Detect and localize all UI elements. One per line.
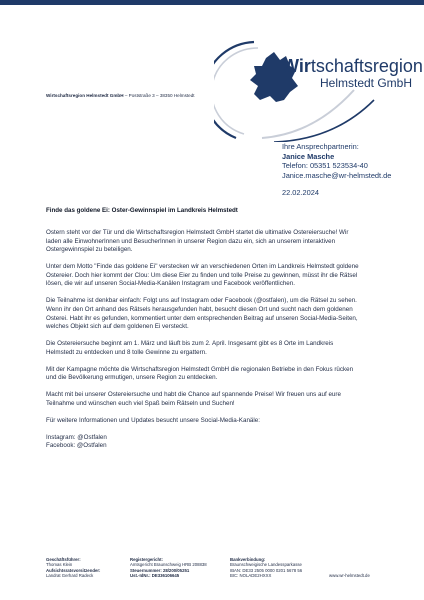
- contact-label: Ihre Ansprechpartnerin:: [282, 142, 359, 151]
- contact-name: Janice Masche: [282, 151, 335, 161]
- footer-line: Thomas Klein: [46, 562, 73, 568]
- body-line: Ostern steht vor der Tür und die Wirtschaftsregion Helmstedt GmbH startet die ultimative Ostereiersuche! Wir: [46, 229, 349, 236]
- footer-line: Braunschweigische Landessparkasse: [230, 562, 302, 568]
- instagram-handle[interactable]: Instagram: @Ostfalen: [46, 433, 107, 441]
- footer-management: [46, 557, 100, 579]
- body-line: Macht mit bei unserer Ostereiersuche und habt die Chance auf spannende Preise! Wir freuen uns auf eure: [46, 391, 341, 399]
- body-line: Helmstedt zu entdecken und 8 tolle Gewinne zu ergattern.: [46, 348, 207, 356]
- letter-date: 22.02.2024: [282, 188, 319, 198]
- body-line: Teilnahme und wünschen euch viel Spaß beim Rätseln und Suchen!: [46, 399, 235, 407]
- facebook-handle[interactable]: Facebook: @Ostfalen: [46, 442, 107, 450]
- body-line: Ostergewinnspiel zu beteiligen.: [46, 246, 133, 254]
- body-line: Mit der Kampagne möchte die Wirtschaftsregion Helmstedt GmbH die regionalen Betriebe in den Fokus rücken: [46, 365, 354, 373]
- footer-heading: Geschäftsführer:: [46, 557, 81, 562]
- logo-swoosh-dark: [274, 100, 374, 142]
- body-paragraph: [46, 340, 402, 357]
- sender-address-line: [46, 93, 195, 98]
- header-accent-bar: [0, 0, 424, 5]
- footer-website[interactable]: www.wr-helmstedt.de: [329, 573, 370, 578]
- body-paragraph: [46, 391, 402, 408]
- body-paragraph: [46, 417, 402, 426]
- footer-heading: Aufsichtsratsvorsitzender:: [46, 567, 101, 573]
- logo-subtitle: Helmstedt GmbH: [320, 76, 413, 90]
- footer-bic: BIC: NOLADE2HXXX: [230, 573, 272, 579]
- body-line: Für weitere Informationen und Updates besucht unsere Social-Media-Kanäle:: [46, 416, 261, 424]
- body-paragraph: [46, 366, 402, 383]
- body-line: Die Ostereiersuche beginnt am 1. März und läuft bis zum 2. April. Insgesamt gibt es 8 Orte im Landkreis: [46, 340, 334, 348]
- body-line: lösen, die wir auf unseren Social-Media-Kanälen Instagram und Facebook veröffentlichen.: [46, 280, 295, 288]
- letter-body: [46, 229, 402, 459]
- company-logo: [214, 30, 424, 142]
- footer-tax-number: Steuernummer: 28/200/05251: [130, 567, 190, 573]
- footer-line: Amtsgericht Braunschweig HRB 208838: [130, 562, 207, 568]
- contact-block: [282, 142, 391, 198]
- body-line: Die Teilnahme ist denkbar einfach: Folgt uns auf Instagram oder Facebook (@ostfalen), um die Rätsel zu sehen.: [46, 297, 357, 305]
- body-line: Wenn ihr den Ort anhand des Rätsels herausgefunden habt, besucht diesen Ort und sucht nach dem goldenen: [46, 305, 353, 313]
- body-line: Ostereier. Doch hier kommt der Clou: Um diese Eier zu finden und tolle Preise zu gewinnen, müsst ihr die Rätsel: [46, 271, 358, 279]
- body-line: laden alle EinwohnerInnen und BesucherInnen in unserer Region dazu ein, sich an unserem interaktiven: [46, 237, 336, 245]
- body-line: Unter dem Motto "Finde das goldene Ei" verstecken wir an verschiedenen Orten im Landkreis Helmstedt goldene: [46, 263, 359, 271]
- body-paragraph: [46, 263, 402, 289]
- footer-line: Landrat Gerhard Radeck: [46, 573, 94, 579]
- letter-subject: Finde das goldene Ei: Oster-Gewinnspiel im Landkreis Helmstedt: [46, 207, 238, 214]
- body-paragraph: [46, 297, 402, 331]
- sender-address: – Poststraße 3 – 38350 Helmstedt: [123, 93, 195, 98]
- logo-ring-outer: [214, 42, 254, 138]
- footer-vat-id: Ust.-IdNr.: DE336106645: [130, 573, 180, 579]
- footer-bank: [230, 557, 302, 579]
- contact-phone: Telefon: 05351 523534-40: [282, 161, 368, 171]
- footer-register: [130, 557, 207, 579]
- social-handles: [46, 434, 402, 451]
- footer-heading: Registergericht:: [130, 557, 163, 562]
- logo-title: Wirtschaftsregion: [282, 56, 423, 76]
- body-line: Osterei. Habt ihr es gefunden, kommentiert unter dem entsprechenden Beitrag auf unseren Social-Media-Seiten,: [46, 314, 358, 322]
- body-paragraph: [46, 229, 402, 255]
- contact-email[interactable]: Janice.masche@wr-helmstedt.de: [282, 170, 392, 180]
- body-line: welches Objekt sich auf dem goldenen Ei versteckt.: [46, 323, 189, 331]
- body-line: und die Bevölkerung ermutigen, unsere Region zu entdecken.: [46, 374, 218, 382]
- sender-name: Wirtschaftsregion Helmstedt GmbH: [46, 93, 124, 98]
- footer-heading: Bankverbindung:: [230, 557, 266, 562]
- logo-ring-inner: [214, 48, 258, 134]
- footer-iban: IBAN: DE33 2505 0000 0201 5678 56: [230, 567, 303, 573]
